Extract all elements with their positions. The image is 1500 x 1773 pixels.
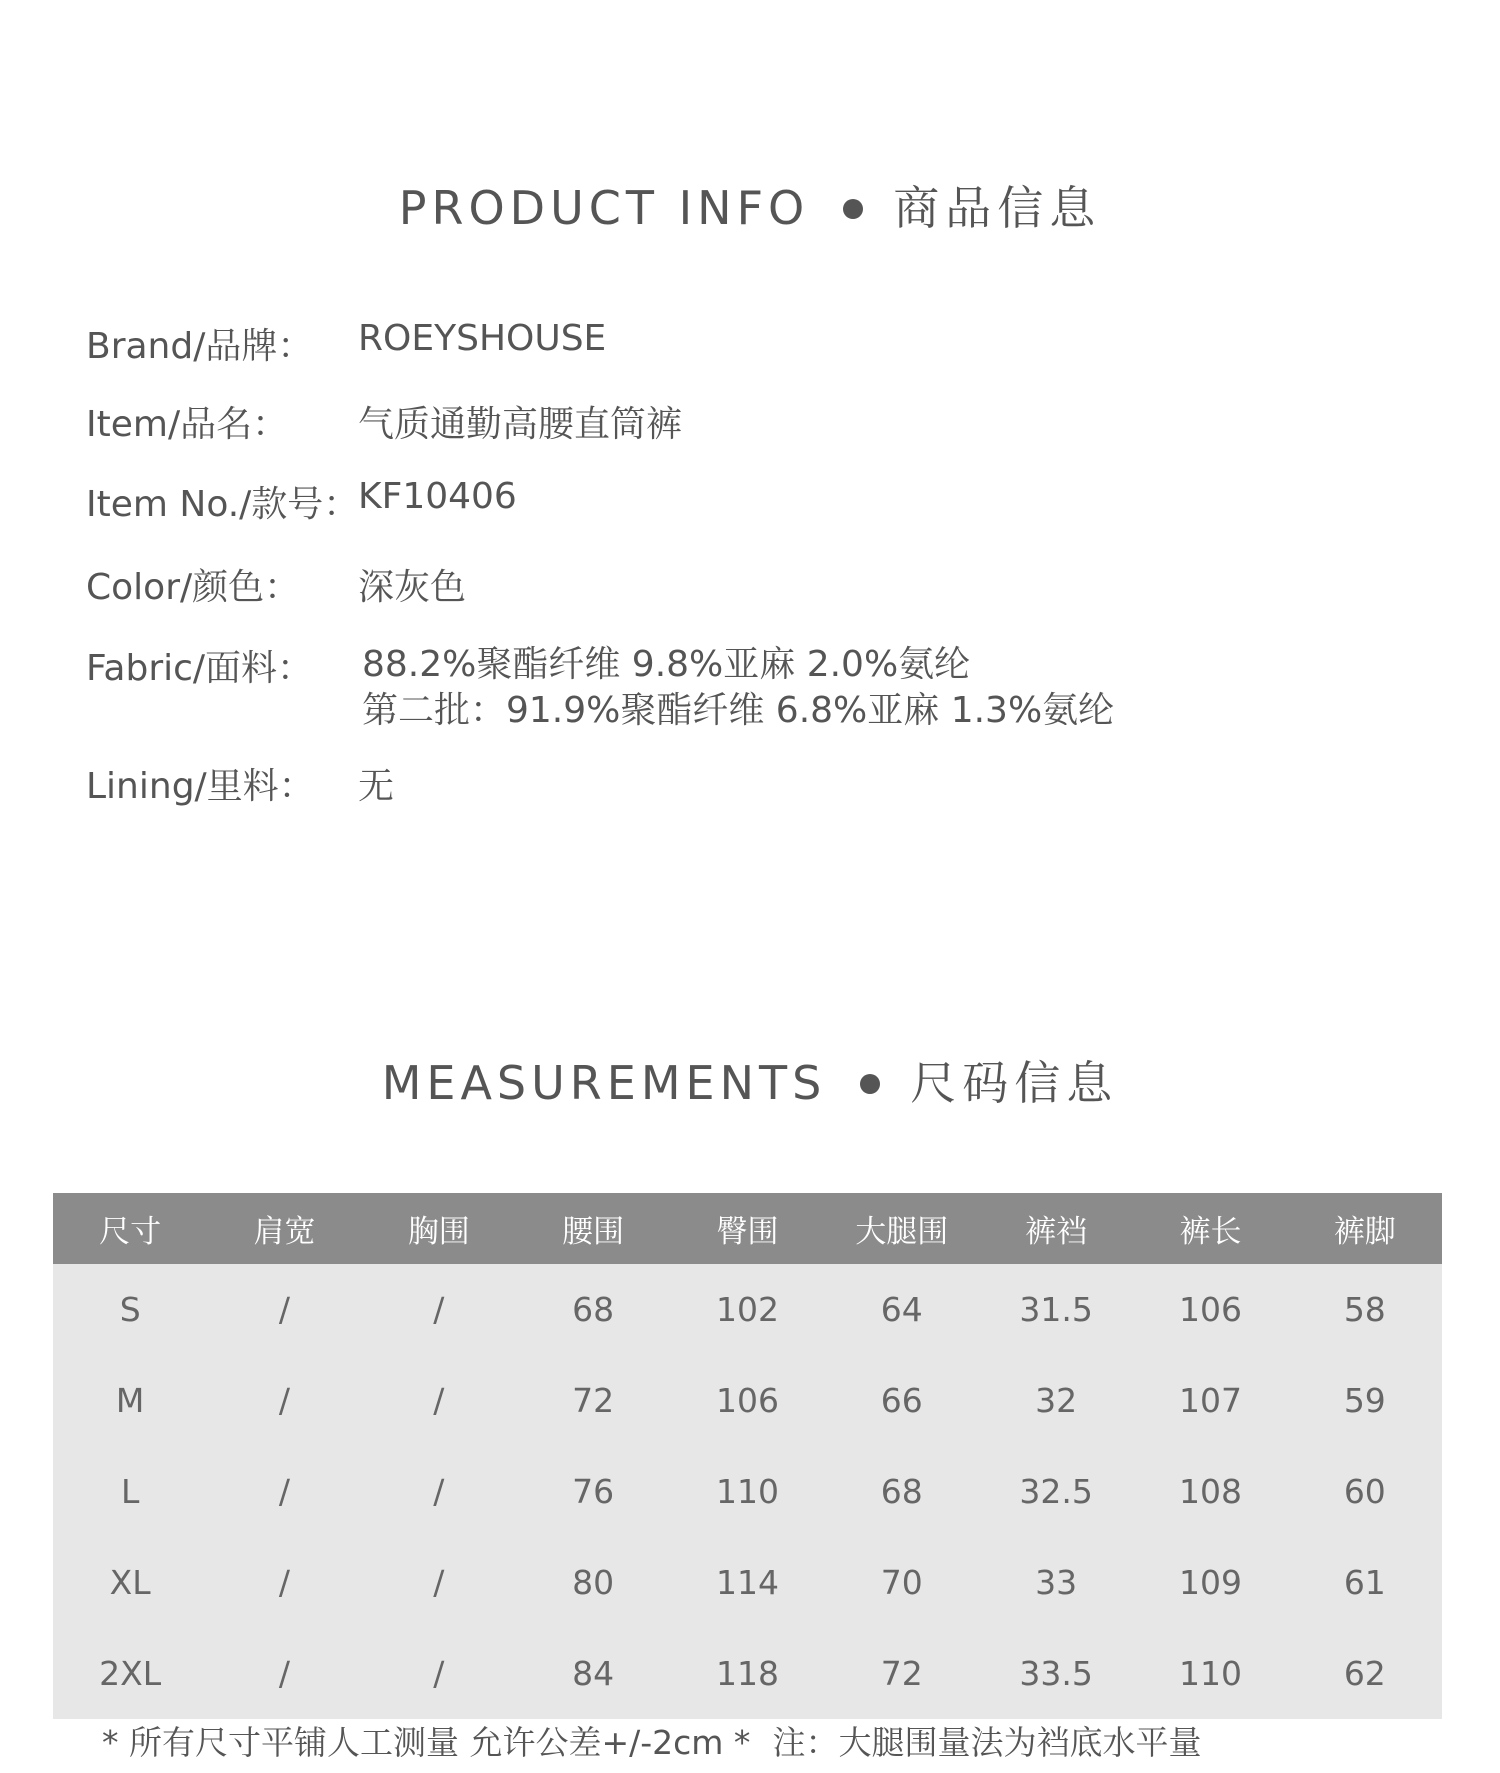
table-cell: 61 (1343, 1563, 1386, 1602)
table-row (53, 1537, 1442, 1628)
table-cell: XL (109, 1563, 151, 1602)
measurement-footnote (102, 1717, 1201, 1764)
column-header: 腰围 (516, 1193, 670, 1264)
column-header: 尺寸 (53, 1193, 207, 1264)
table-cell: 2XL (99, 1654, 162, 1693)
table-cell: / (433, 1290, 445, 1329)
table-cell: 58 (1343, 1290, 1386, 1329)
table-cell: 106 (1178, 1290, 1242, 1329)
info-value: KF10406 (358, 476, 517, 517)
info-label: Lining/里料： (86, 766, 315, 807)
measurements-heading (0, 1047, 1500, 1113)
table-cell: 110 (715, 1472, 779, 1511)
fabric-line-2: 第二批：91.9%聚酯纤维 6.8%亚麻 1.3%氨纶 (362, 690, 1115, 731)
table-cell: 72 (880, 1654, 923, 1693)
product-info-heading (0, 172, 1500, 238)
table-row (53, 1628, 1442, 1719)
column-header: 肩宽 (207, 1193, 361, 1264)
size-table (53, 1193, 1442, 1719)
table-cell: 60 (1343, 1472, 1386, 1511)
table-cell: / (278, 1381, 291, 1420)
table-cell: 76 (572, 1472, 615, 1511)
table-cell: 66 (880, 1381, 923, 1420)
column-header: 大腿围 (825, 1193, 979, 1264)
table-cell: 62 (1343, 1654, 1386, 1693)
table-cell: 108 (1178, 1472, 1242, 1511)
table-cell: 110 (1178, 1654, 1242, 1693)
table-cell: / (278, 1472, 291, 1511)
table-cell: L (120, 1472, 140, 1511)
info-value: ROEYSHOUSE (358, 318, 607, 359)
info-value-fabric (362, 642, 1114, 734)
table-cell: / (278, 1654, 291, 1693)
info-label: Fabric/面料： (86, 648, 314, 689)
table-cell: / (433, 1563, 445, 1602)
column-header: 胸围 (362, 1193, 516, 1264)
table-cell: 59 (1343, 1381, 1386, 1420)
measurements-heading-zh: 尺码信息 (910, 1056, 1119, 1110)
table-cell: M (115, 1381, 145, 1420)
table-cell: 107 (1178, 1381, 1242, 1420)
footnote-thigh-note: 注：大腿围量法为裆底水平量 (772, 1723, 1202, 1762)
table-cell: 68 (572, 1290, 615, 1329)
info-value: 无 (358, 766, 395, 807)
table-cell: 109 (1178, 1563, 1242, 1602)
table-cell: / (433, 1654, 445, 1693)
column-header: 裤长 (1133, 1193, 1287, 1264)
table-cell: / (278, 1563, 291, 1602)
measurements-heading-en: MEASUREMENTS (381, 1056, 827, 1110)
table-header-row (53, 1193, 1442, 1264)
product-info-heading-en: PRODUCT INFO (398, 181, 810, 235)
table-cell: 114 (715, 1563, 779, 1602)
table-cell: 80 (572, 1563, 615, 1602)
table-cell: 33.5 (1019, 1654, 1093, 1693)
column-header: 裤脚 (1288, 1193, 1442, 1264)
column-header: 臀围 (670, 1193, 824, 1264)
table-cell: / (433, 1472, 445, 1511)
footnote-tolerance: * 所有尺寸平铺人工测量 允许公差+/-2cm * (102, 1723, 751, 1762)
table-cell: 31.5 (1019, 1290, 1093, 1329)
bullet-dot-icon (860, 1074, 880, 1094)
table-row (53, 1355, 1442, 1446)
column-header: 裤裆 (979, 1193, 1133, 1264)
info-label: Color/颜色： (86, 567, 301, 608)
table-cell: 32 (1035, 1381, 1078, 1420)
table-row (53, 1264, 1442, 1355)
table-cell: 72 (572, 1381, 615, 1420)
table-cell: 68 (880, 1472, 923, 1511)
bullet-dot-icon (843, 199, 863, 219)
product-info-heading-zh: 商品信息 (893, 181, 1102, 235)
table-cell: 102 (715, 1290, 779, 1329)
table-cell: / (433, 1381, 445, 1420)
table-cell: 70 (880, 1563, 923, 1602)
fabric-line-1: 88.2%聚酯纤维 9.8%亚麻 2.0%氨纶 (362, 644, 971, 685)
info-value: 深灰色 (358, 567, 467, 608)
info-label: Item No./款号： (86, 484, 360, 525)
table-cell: S (119, 1290, 141, 1329)
info-label: Item/品名： (86, 404, 289, 445)
table-cell: 84 (572, 1654, 615, 1693)
table-cell: 64 (880, 1290, 923, 1329)
table-cell: 33 (1035, 1563, 1078, 1602)
table-row (53, 1446, 1442, 1537)
table-cell: 118 (715, 1654, 779, 1693)
table-cell: 32.5 (1019, 1472, 1093, 1511)
info-label: Brand/品牌： (86, 326, 314, 367)
info-value: 气质通勤高腰直筒裤 (358, 404, 683, 445)
table-cell: 106 (715, 1381, 779, 1420)
table-cell: / (278, 1290, 291, 1329)
